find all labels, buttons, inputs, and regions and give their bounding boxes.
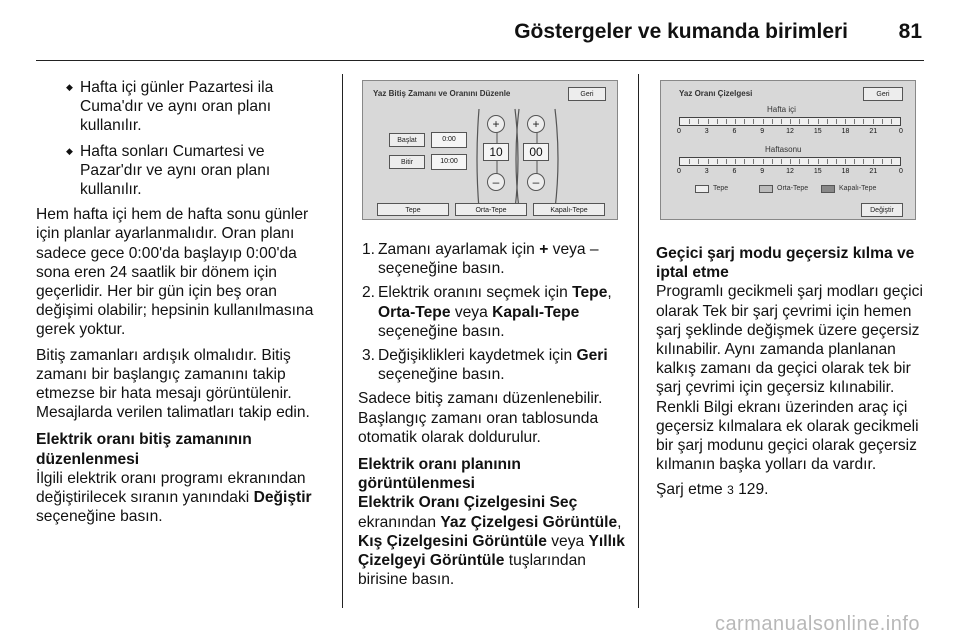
hour-segment-mark: [735, 119, 736, 124]
paragraph: İlgili elektrik oranı programı ekranından değiştirilecek sıranın yanındaki Değiştir seçeneğine basın.: [36, 469, 312, 526]
hour-segment-mark: [781, 159, 782, 164]
steps-list: [358, 240, 630, 384]
hour-segment-mark: [818, 159, 819, 164]
tick-label: 9: [760, 128, 765, 135]
bullet-item: ◆ Hafta sonları Cumartesi ve Pazar'dır ve aynı oran planı kullanılır.: [80, 142, 330, 200]
hour-segment-mark: [799, 119, 800, 124]
hour-segment-mark: [772, 159, 773, 164]
hour-segment-mark: [854, 159, 855, 164]
tick-label: 18: [841, 128, 850, 135]
end-value[interactable]: 10:00: [431, 154, 467, 170]
section-heading: Elektrik oranı planının görüntülenmesi: [358, 456, 521, 493]
hour-segment-mark: [744, 159, 745, 164]
hour-segment-mark: [882, 119, 883, 124]
column-divider-2: [638, 74, 639, 608]
minute-minus-button[interactable]: –: [527, 173, 545, 191]
tick-label: 21: [869, 168, 878, 175]
tick-label: 21: [869, 128, 878, 135]
hour-value: 10: [483, 143, 509, 161]
legend-swatch-off-peak: [821, 185, 835, 193]
hour-segment-mark: [873, 119, 874, 124]
hour-segment-mark: [827, 159, 828, 164]
tick-label: 0: [677, 128, 681, 135]
tick-label: 3: [704, 168, 709, 175]
weekend-tick-row: [679, 168, 901, 178]
hour-segment-mark: [772, 119, 773, 124]
hour-segment-mark: [808, 119, 809, 124]
tick-label: 18: [841, 168, 850, 175]
screen-name: Elektrik Oranı Çizelgesini Seç: [358, 494, 578, 512]
hour-segment-mark: [836, 119, 837, 124]
tick-label: 12: [786, 168, 794, 175]
hour-segment-mark: [717, 119, 718, 124]
hour-segment-mark: [891, 159, 892, 164]
hour-segment-mark: [790, 159, 791, 164]
hour-segment-mark: [818, 119, 819, 124]
hour-segment-mark: [873, 159, 874, 164]
hour-segment-mark: [708, 119, 709, 124]
rate-button-mid-peak[interactable]: Orta-Tepe: [455, 203, 527, 216]
change-button[interactable]: Değiştir: [861, 203, 903, 217]
page-number: 81: [898, 20, 922, 43]
hour-segment-mark: [726, 119, 727, 124]
hour-segment-mark: [799, 159, 800, 164]
hour-segment-mark: [854, 119, 855, 124]
tick-label: 6: [732, 168, 737, 175]
weekday-label: Hafta içi: [767, 105, 796, 114]
hour-segment-mark: [753, 119, 754, 124]
bullet-list: [36, 78, 330, 199]
tick-label: 0: [677, 168, 681, 175]
tick-label: 15: [813, 128, 822, 135]
paragraph: Sadece bitiş zamanı düzenlenebilir. Başlangıç zamanı oran tablosunda otomatik olarak doldurulur.: [358, 390, 603, 446]
weekday-schedule-bar: [679, 117, 901, 126]
tick-label: 0: [899, 128, 903, 135]
weekday-tick-row: [679, 128, 901, 138]
hour-segment-mark: [836, 159, 837, 164]
page-reference-icon: 3: [727, 483, 734, 498]
column-divider-1: [342, 74, 343, 608]
screen-title: Yaz Bitiş Zamanı ve Oranını Düzenle: [373, 89, 511, 98]
legend-label-off-peak: Kapalı-Tepe: [839, 185, 877, 192]
hour-segment-mark: [781, 119, 782, 124]
end-label: Bitir: [389, 155, 425, 169]
inline-command: Değiştir: [253, 489, 312, 507]
hour-segment-mark: [827, 119, 828, 124]
hour-segment-mark: [763, 159, 764, 164]
hour-segment-mark: [735, 159, 736, 164]
hour-segment-mark: [790, 119, 791, 124]
legend-swatch-peak: [695, 185, 709, 193]
step-item: 3. Değişiklikleri kaydetmek için Geri seçeneğine basın.: [362, 347, 608, 384]
legend-swatch-mid-peak: [759, 185, 773, 193]
hour-segment-mark: [708, 159, 709, 164]
watermark: carmanualsonline.info: [714, 613, 920, 635]
tick-label: 9: [760, 168, 765, 175]
start-value: 0:00: [431, 132, 467, 148]
hour-segment-mark: [882, 159, 883, 164]
screen-summer-rate-schedule: [660, 80, 916, 220]
back-button[interactable]: Geri: [863, 87, 903, 101]
hour-segment-mark: [763, 119, 764, 124]
paragraph: Hem hafta içi hem de hafta sonu günler için planlar ayarlanmalıdır. Oran planı sadece gece 0:00'da başlayıp 0:00'da sona eren 24 saatlik bir dönem için geçerlidir. Her bir gün için beş oran değişimi olabilir; hepsinin kullanılmasına gerek yoktur.: [36, 206, 314, 339]
hour-segment-mark: [863, 119, 864, 124]
hour-segment-mark: [726, 159, 727, 164]
hour-segment-mark: [689, 159, 690, 164]
hour-segment-mark: [698, 159, 699, 164]
minute-plus-button[interactable]: +: [527, 115, 545, 133]
screen-title: Yaz Oranı Çizelgesi: [679, 89, 753, 98]
hour-segment-mark: [717, 159, 718, 164]
hour-segment-mark: [753, 159, 754, 164]
minute-value: 00: [523, 143, 549, 161]
cross-reference: Şarj etme 3 129.: [656, 481, 769, 499]
hour-plus-button[interactable]: +: [487, 115, 505, 133]
tick-label: 12: [786, 128, 794, 135]
column-1: [36, 78, 330, 532]
paragraph: Programlı gecikmeli şarj modları geçici olarak Tek bir şarj çevrimi için hemen şarj şeklinde değişmek üzere geçersiz kılınabilir. Aynı zamanda planlanan kalkış zamanı da geçici olarak tek bir şarj çevrimi için geçersiz kılınabilir. Renkli Bilgi ekranı üzerinden araç içi geçersiz kılmalara ek olarak gecikmeli bir şarj modunu geçici olarak geçersiz kılmanın başka yolları da vardır.: [656, 283, 923, 474]
weekend-schedule-bar: [679, 157, 901, 166]
hour-segment-mark: [891, 119, 892, 124]
rate-button-off-peak[interactable]: Kapalı-Tepe: [533, 203, 605, 216]
hour-segment-mark: [808, 159, 809, 164]
start-label: Başlat: [389, 133, 425, 147]
weekend-label: Haftasonu: [765, 145, 802, 154]
header-rule: [36, 60, 924, 61]
hour-segment-mark: [845, 119, 846, 124]
hour-segment-mark: [863, 159, 864, 164]
paragraph: Bitiş zamanları ardışık olmalıdır. Bitiş zamanı bir başlangıç zamanını takip etmezse bir hata mesajı görüntülenir. Mesajlarda verilen talimatları takip edin.: [36, 346, 310, 422]
tick-label: 0: [899, 168, 903, 175]
bullet-item: ◆ Hafta içi günler Pazartesi ila Cuma'dır ve aynı oran planı kullanılır.: [80, 78, 330, 136]
tick-label: 6: [732, 128, 737, 135]
column-2: [358, 240, 630, 595]
back-button[interactable]: Geri: [568, 87, 606, 101]
step-item: 2. Elektrik oranını seçmek için Tepe, Orta-Tepe veya Kapalı-Tepe seçeneğine basın.: [362, 284, 612, 340]
screen-edit-end-time: [362, 80, 618, 220]
step-item: 1. Zamanı ayarlamak için + veya – seçeneğine basın.: [362, 241, 599, 278]
column-3: [656, 244, 926, 507]
tick-label: 3: [704, 128, 709, 135]
paragraph: ekranından Yaz Çizelgesi Görüntüle, Kış Çizelgesini Görüntüle veya Yıllık Çizelgeyi Görüntüle tuşlarından birisine basın.: [358, 513, 625, 589]
rate-button-peak[interactable]: Tepe: [377, 203, 449, 216]
hour-segment-mark: [689, 119, 690, 124]
hour-segment-mark: [744, 119, 745, 124]
tick-label: 15: [813, 168, 822, 175]
header-title: Göstergeler ve kumanda birimleri: [514, 20, 848, 43]
hour-segment-mark: [845, 159, 846, 164]
legend-label-mid-peak: Orta-Tepe: [777, 185, 809, 192]
section-heading: Geçici şarj modu geçersiz kılma ve iptal etme: [656, 245, 915, 282]
legend-label-peak: Tepe: [713, 185, 729, 192]
hour-minus-button[interactable]: –: [487, 173, 505, 191]
hour-segment-mark: [698, 119, 699, 124]
section-heading: Elektrik oranı bitiş zamanının düzenlenmesi: [36, 431, 252, 468]
